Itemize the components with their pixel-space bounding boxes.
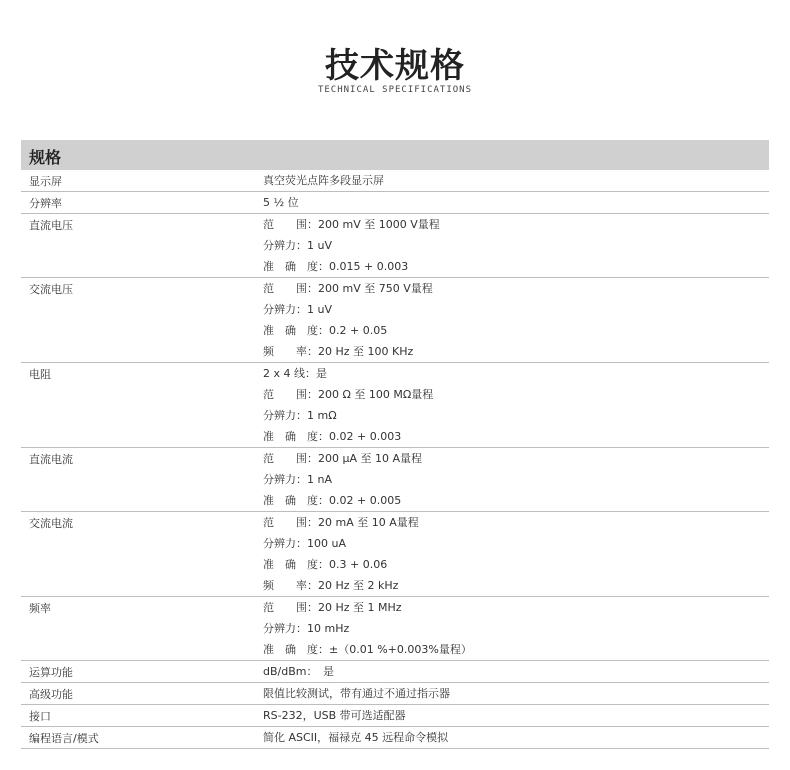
spec-label: 直流电流 — [29, 453, 73, 466]
spec-value-line: 范 围：200 Ω 至 100 MΩ量程 — [263, 388, 434, 401]
spec-row — [21, 192, 769, 214]
spec-row — [21, 661, 769, 683]
spec-row — [21, 278, 769, 363]
spec-row — [21, 448, 769, 512]
spec-value-line: 真空荧光点阵多段显示屏 — [263, 174, 384, 187]
spec-value-line: 分辨力：100 uA — [263, 537, 346, 550]
spec-label: 分辨率 — [29, 197, 62, 210]
spec-value-line: 5 ½ 位 — [263, 196, 299, 209]
spec-row — [21, 705, 769, 727]
spec-values — [263, 683, 769, 704]
spec-values — [263, 727, 769, 748]
spec-value-line: 准 确 度：0.02 + 0.005 — [263, 494, 402, 507]
spec-value-line: 2 x 4 线：是 — [263, 367, 327, 380]
spec-label: 运算功能 — [29, 666, 73, 679]
spec-value-line: 准 确 度：0.2 + 0.05 — [263, 324, 388, 337]
spec-value-line: 范 围：20 mA 至 10 A量程 — [263, 516, 419, 529]
spec-value-line: 分辨力：1 mΩ — [263, 409, 337, 422]
spec-row — [21, 683, 769, 705]
spec-label: 交流电压 — [29, 283, 73, 296]
spec-values — [263, 170, 769, 191]
spec-table — [21, 170, 769, 749]
spec-value-line: 准 确 度：0.015 + 0.003 — [263, 260, 409, 273]
page-subtitle: TECHNICAL SPECIFICATIONS — [317, 85, 473, 95]
spec-row — [21, 597, 769, 661]
spec-value-line: 限值比较测试，带有通过不通过指示器 — [263, 687, 450, 700]
spec-values — [263, 512, 769, 596]
spec-label: 交流电流 — [29, 517, 73, 530]
spec-value-line: 准 确 度：0.02 + 0.003 — [263, 430, 402, 443]
spec-values — [263, 363, 769, 447]
spec-values — [263, 214, 769, 277]
spec-value-line: 分辨力：1 uV — [263, 303, 332, 316]
spec-value-line: 分辨力：1 uV — [263, 239, 332, 252]
spec-value-line: RS-232，USB 带可选适配器 — [263, 709, 406, 722]
spec-label: 高级功能 — [29, 688, 73, 701]
spec-values — [263, 448, 769, 511]
section-header — [21, 140, 769, 170]
spec-values — [263, 597, 769, 660]
spec-value-line: 范 围：200 mV 至 750 V量程 — [263, 282, 433, 295]
spec-values — [263, 278, 769, 362]
page-title: 技术规格 — [325, 46, 465, 86]
spec-row — [21, 170, 769, 192]
spec-label: 显示屏 — [29, 175, 62, 188]
spec-values — [263, 192, 769, 213]
spec-value-line: 分辨力：10 mHz — [263, 622, 350, 635]
spec-label: 接口 — [29, 710, 51, 723]
spec-label: 直流电压 — [29, 219, 73, 232]
spec-values — [263, 705, 769, 726]
spec-value-line: 分辨力：1 nA — [263, 473, 332, 486]
spec-value-line: 范 围：200 μA 至 10 A量程 — [263, 452, 423, 465]
spec-value-line: 范 围：20 Hz 至 1 MHz — [263, 601, 402, 614]
spec-value-line: 准 确 度：0.3 + 0.06 — [263, 558, 388, 571]
spec-row — [21, 727, 769, 749]
spec-value-line: 简化 ASCII，福禄克 45 远程命令模拟 — [263, 731, 449, 744]
spec-value-line: 范 围：200 mV 至 1000 V量程 — [263, 218, 440, 231]
spec-row — [21, 512, 769, 597]
section-title: 规格 — [29, 148, 62, 167]
spec-row — [21, 214, 769, 278]
spec-value-line: 频 率：20 Hz 至 100 KHz — [263, 345, 414, 358]
spec-values — [263, 661, 769, 682]
spec-label: 频率 — [29, 602, 51, 615]
spec-row — [21, 363, 769, 448]
spec-label: 编程语言/模式 — [29, 732, 99, 745]
spec-value-line: 频 率：20 Hz 至 2 kHz — [263, 579, 399, 592]
spec-value-line: 准 确 度：±（0.01 %+0.003%量程） — [263, 643, 472, 656]
spec-value-line: dB/dBm： 是 — [263, 665, 334, 678]
spec-label: 电阻 — [29, 368, 51, 381]
